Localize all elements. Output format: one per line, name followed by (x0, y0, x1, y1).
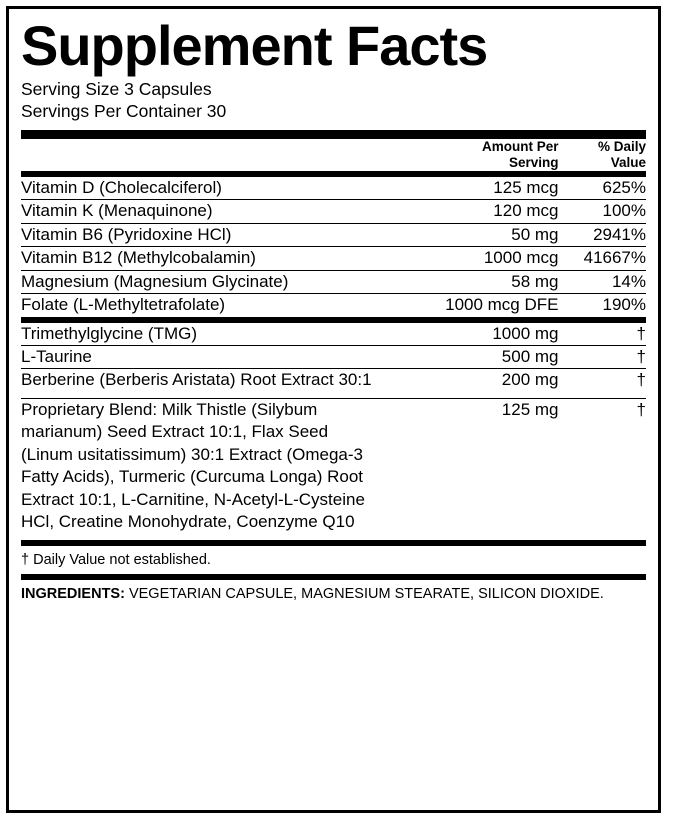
table-row (21, 346, 646, 368)
divider-top (21, 130, 646, 139)
nutrient-amount: 200 mg (501, 370, 559, 390)
serving-size: Serving Size 3 Capsules (21, 78, 212, 99)
nutrient-amount: 58 mg (511, 271, 559, 291)
table-row (21, 224, 646, 246)
nutrient-name: Folate (L-Methyltetrafolate) (21, 295, 226, 315)
ingredients-text: VEGETARIAN CAPSULE, MAGNESIUM STEARATE, SILICON DIOXIDE. (128, 585, 604, 602)
header-amount-per-serving (384, 139, 559, 171)
daily-value-footnote: † Daily Value not established. (21, 551, 211, 568)
nutrient-amount: 1000 mg (492, 323, 559, 343)
ingredients-label: INGREDIENTS: (21, 585, 125, 602)
nutrient-dv: 41667% (583, 248, 646, 268)
header-amount-line1: Amount Per (481, 138, 559, 154)
nutrient-dv: 100% (602, 201, 646, 221)
table-row (21, 294, 646, 316)
nutrition-table (21, 139, 646, 540)
nutrient-name: Vitamin K (Menaquinone) (21, 201, 213, 221)
nutrient-amount: 500 mg (501, 347, 559, 367)
nutrient-dv: 190% (602, 295, 646, 315)
ingredients-line (21, 580, 646, 603)
table-row (21, 369, 646, 397)
nutrient-amount: 50 mg (511, 224, 559, 244)
nutrient-amount: 125 mcg (493, 177, 559, 197)
proprietary-blend-name: Proprietary Blend: Milk Thistle (Silybum marianum) Seed Extract 10:1, Flax Seed (Linum usitatissimum) 30:1 Extract (Omega-3 Fatty Acids), Turmeric (Curcuma Longa) Root Extract 10:1, L-Carnitine, N-Acetyl-L-Cysteine HCl, Creatine Monohydrate, Coenzyme Q10 (21, 399, 365, 532)
table-row (21, 177, 646, 199)
table-row (21, 247, 646, 269)
table-row (21, 323, 646, 345)
header-dv-line1: % Daily (597, 138, 646, 154)
nutrient-name: Vitamin D (Cholecalciferol) (21, 177, 222, 197)
header-daily-value (559, 139, 647, 171)
page-title: Supplement Facts (21, 14, 488, 77)
proprietary-blend-amount: 125 mg (501, 399, 559, 419)
nutrient-amount: 120 mcg (493, 201, 559, 221)
nutrient-dv: † (636, 370, 646, 390)
nutrient-amount: 1000 mcg DFE (445, 295, 559, 315)
proprietary-blend-dv: † (636, 399, 646, 419)
nutrient-dv: † (636, 323, 646, 343)
nutrient-amount: 1000 mcg (483, 248, 559, 268)
nutrient-dv: 14% (611, 271, 646, 291)
nutrient-name: Trimethylglycine (TMG) (21, 323, 197, 343)
supplement-facts-panel (6, 6, 661, 813)
nutrient-name: Vitamin B12 (Methylcobalamin) (21, 248, 256, 268)
nutrient-name: L-Taurine (21, 347, 92, 367)
nutrient-dv: 2941% (593, 224, 646, 244)
header-blank (21, 139, 384, 171)
nutrient-dv: 625% (602, 177, 646, 197)
nutrient-name: Vitamin B6 (Pyridoxine HCl) (21, 224, 232, 244)
table-header-row (21, 139, 646, 171)
table-row (21, 200, 646, 222)
servings-per-container: Servings Per Container 30 (21, 101, 227, 122)
header-amount-line2: Serving (508, 154, 559, 170)
header-dv-line2: Value (610, 154, 646, 170)
nutrient-name: Berberine (Berberis Aristata) Root Extract 30:1 (21, 370, 372, 390)
nutrient-name: Magnesium (Magnesium Glycinate) (21, 271, 289, 291)
table-row (21, 271, 646, 293)
table-row-proprietary-blend (21, 399, 646, 540)
nutrient-dv: † (636, 347, 646, 367)
